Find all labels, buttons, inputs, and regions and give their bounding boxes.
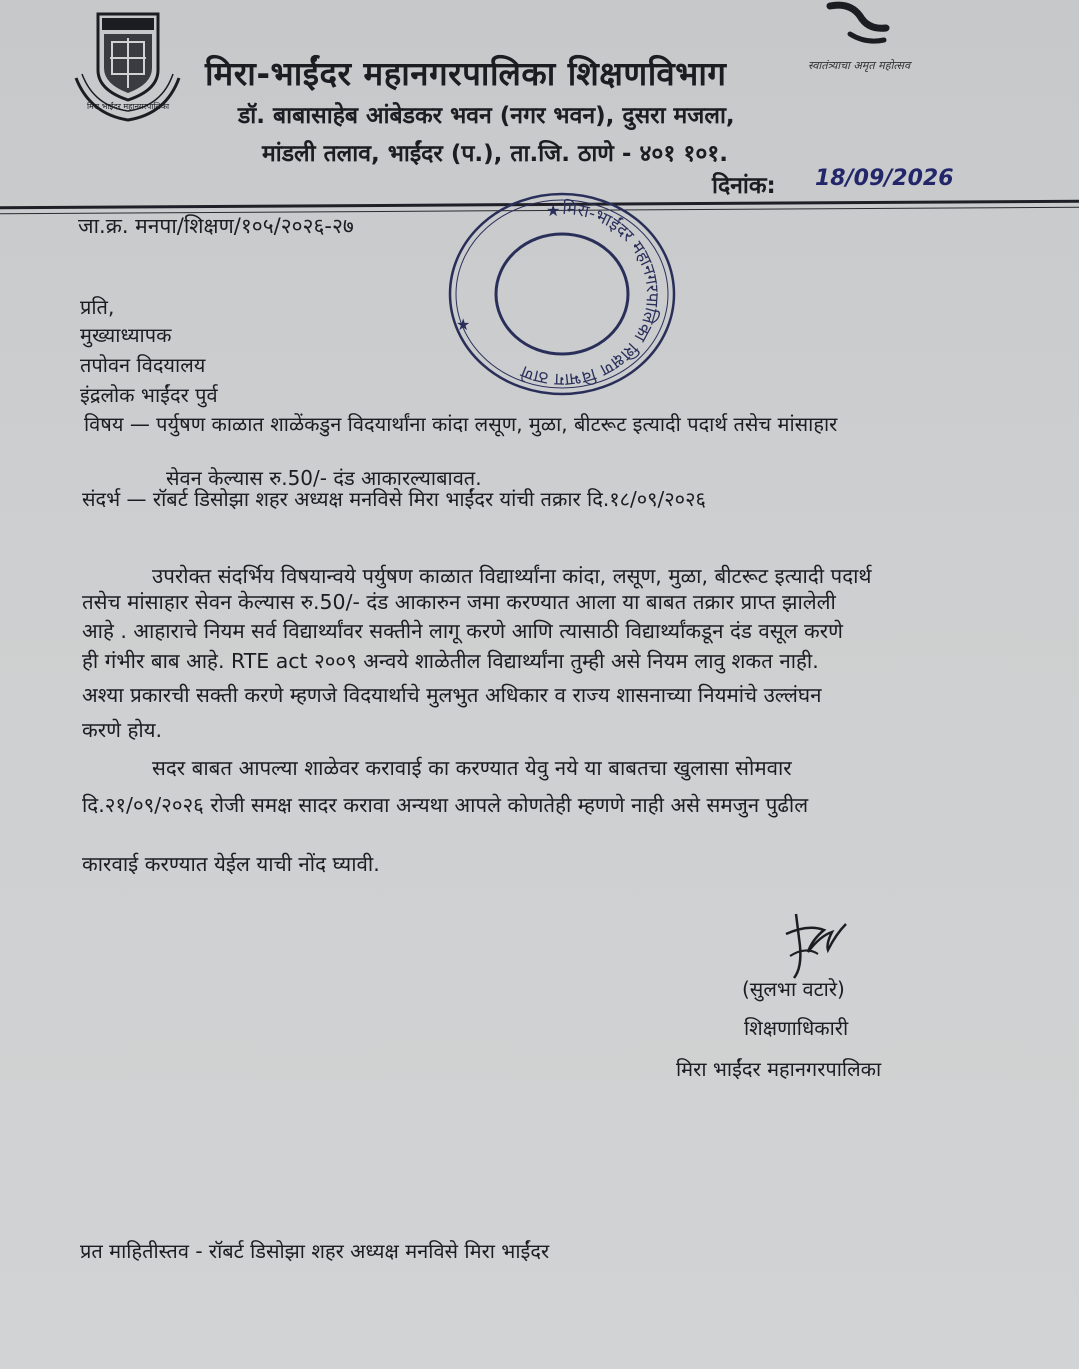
reference-line: संदर्भ — रॉबर्ट डिसोझा शहर अध्यक्ष मनविसे मिरा भाईंदर यांची तक्रार दि.१८/०९/२०२६ bbox=[82, 487, 706, 511]
copy-to-line: प्रत माहितीस्तव - रॉबर्ट डिसोझा शहर अध्यक्ष मनविसे मिरा भाईंदर bbox=[80, 1239, 550, 1263]
municipal-crest-logo bbox=[70, 8, 185, 126]
svg-text:★: ★ bbox=[456, 315, 471, 334]
body-paragraph-1-line-2: तसेच मांसाहार सेवन केल्यास रु.50/- दंड आकारुन जमा करण्यात आला या बाबत तक्रार प्राप्त झालेली bbox=[82, 590, 836, 614]
body-paragraph-1-line-1: उपरोक्त संदर्भिय विषयान्वये पर्युषण काळात विद्यार्थ्यांना कांदा, लसूण, मुळा, बीटरूट इत्यादी पदार्थ bbox=[152, 564, 872, 588]
subject-line-1: विषय — पर्युषण काळात शाळेंकडुन विदयार्थांना कांदा लसूण, मुळा, बीटरूट इत्यादी पदार्थ तसेच मांसाहार bbox=[84, 412, 838, 436]
svg-text:★: ★ bbox=[546, 201, 561, 220]
body-paragraph-1-line-5: अश्या प्रकारची सक्ती करणे म्हणजे विदयार्थाचे मुलभुत अधिकार व राज्य शासनाच्या नियमांचे उल्लंघन bbox=[82, 683, 822, 707]
body-paragraph-2-line-3: कारवाई करण्यात येईल याची नोंद घ्यावी. bbox=[82, 852, 380, 876]
subject-line-2: सेवन केल्यास रु.50/- दंड आकारल्याबावत. bbox=[166, 466, 482, 490]
signatory-organization: मिरा भाईंदर महानगरपालिका bbox=[676, 1057, 882, 1081]
body-paragraph-2-line-1: सदर बाबत आपल्या शाळेवर करावाई का करण्यात येवु नये या बाबतचा खुलासा सोमवार bbox=[152, 756, 792, 780]
handwritten-signature bbox=[778, 906, 850, 984]
corner-emblem-mark bbox=[820, 0, 900, 50]
recipient-address: इंद्रलोक भाईंदर पुर्व bbox=[80, 383, 218, 407]
signatory-name: (सुलभा वटारे) bbox=[742, 977, 845, 1001]
svg-text:मिरा भाईंदर महानगरपालिका: मिरा भाईंदर महानगरपालिका bbox=[86, 102, 170, 111]
signatory-title: शिक्षणाधिकारी bbox=[744, 1016, 849, 1040]
organization-title: मिरा-भाईंदर महानगरपालिका शिक्षणविभाग bbox=[205, 54, 727, 93]
stamp-text: मिरा-भाईंदर महानगरपालिका शिक्षण विभाग ठाणे bbox=[518, 198, 663, 390]
recipient-designation: मुख्याध्यापक bbox=[80, 323, 172, 347]
date-value: 18/09/2026 bbox=[815, 166, 954, 191]
office-round-stamp bbox=[440, 188, 685, 410]
motto-text: स्वातंत्र्याचा अमृत महोत्सव bbox=[808, 59, 911, 72]
address-line-2: मांडली तलाव, भाईंदर (प.), ता.जि. ठाणे - ४०१ १०१. bbox=[262, 141, 728, 167]
recipient-school: तपोवन विदयालय bbox=[80, 353, 206, 377]
body-paragraph-2-line-2: दि.२१/०९/२०२६ रोजी समक्ष सादर करावा अन्यथा आपले कोणतेही म्हणणे नाही असे समजुन पुढील bbox=[82, 793, 809, 817]
recipient-to: प्रति, bbox=[80, 295, 115, 319]
reference-number: जा.क्र. मनपा/शिक्षण/१०५/२०२६-२७ bbox=[78, 214, 354, 238]
body-paragraph-1-line-6: करणे होय. bbox=[82, 718, 163, 742]
body-paragraph-1-line-3: आहे . आहाराचे नियम सर्व विद्यार्थ्यांवर सक्तीने लागू करणे आणि त्यासाठी विद्यार्थ्यांकडून दंड वसूल करणे bbox=[82, 619, 843, 643]
body-paragraph-1-line-4: ही गंभीर बाब आहे. RTE act २००९ अन्वये शाळेतील विद्यार्थ्यांना तुम्ही असे नियम लावु शकत नाही. bbox=[82, 649, 819, 673]
address-line-1: डॉ. बाबासाहेब आंबेडकर भवन (नगर भवन), दुसरा मजला, bbox=[238, 103, 735, 129]
date-label: दिनांक: bbox=[712, 173, 776, 199]
